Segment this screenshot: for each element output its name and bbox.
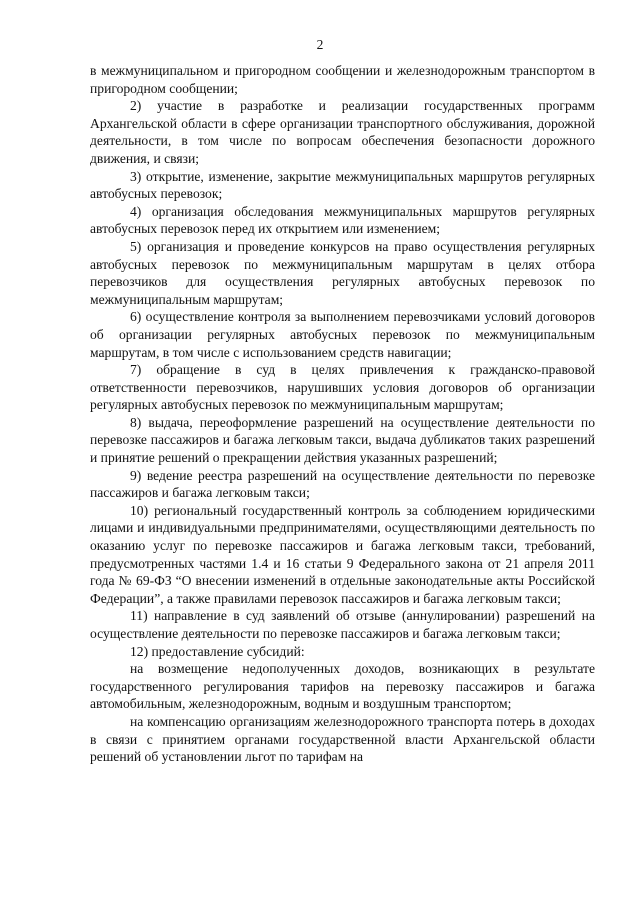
paragraph-item-5: 5) организация и проведение конкурсов на право осуществления регулярных автобусных перевозок по межмуниципальным маршрутам в целях отбора перевозчиков для осуществления регулярных автобусных перевозок по межмуниципальным маршрутам; bbox=[90, 238, 595, 307]
paragraph-item-2: 2) участие в разработке и реализации государственных программ Архангельской области в сфере организации транспортного обслуживания, дорожной деятельности, в том числе по вопросам обеспечения безопасности дорожного движения, и связи; bbox=[90, 98, 595, 166]
paragraph-item-12: 12) предоставление субсидий: bbox=[130, 643, 305, 659]
paragraph-subsidy-2: на компенсацию организациям железнодорожного транспорта потерь в доходах в связи с принятием органами государственной власти Архангельской области решений об установлении льгот по тарифам на bbox=[90, 713, 595, 765]
paragraph-item-10: 10) региональный государственный контроль за соблюдением юридическими лицами и индивидуальными предпринимателями, осуществляющими деятельность по оказанию услуг по перевозке пассажиров и багажа легковым такси, требований, предусмотренных частями 1.4 и 16 статьи 9 Федерального закона от 21 апреля 2011 года № 69-ФЗ “О внесении изменений в отдельные законодательные акты Российской Федерации”, а также правилами перевозок пассажиров и багажа легковым такси; bbox=[90, 502, 595, 606]
paragraph-item-6: 6) осуществление контроля за выполнением перевозчиками условий договоров об организации регулярных автобусных перевозок по межмуниципальным маршрутам, в том числе с использованием средств навигации; bbox=[90, 309, 595, 360]
paragraph-continuation: в межмуниципальном и пригородном сообщении и железнодорожным транспортом в пригородном сообщении; bbox=[90, 63, 595, 96]
document-body bbox=[90, 62, 595, 766]
paragraph-item-11: 11) направление в суд заявлений об отзыве (аннулировании) разрешений на осуществление деятельности по перевозке пассажиров и багажа легковым такси; bbox=[90, 608, 595, 641]
paragraph-item-4: 4) организация обследования межмуниципальных маршрутов регулярных автобусных перевозок перед их открытием или изменением; bbox=[90, 203, 595, 237]
paragraph-subsidy-1: на возмещение недополученных доходов, возникающих в результате государственного регулирования тарифов на перевозку пассажиров и багажа автомобильным, железнодорожным, водным и воздушным транспортом; bbox=[90, 661, 595, 712]
paragraph-item-7: 7) обращение в суд в целях привлечения к гражданско-правовой ответственности перевозчиков, нарушивших условия договоров об организации регулярных автобусных перевозок по межмуниципальным маршрутам; bbox=[90, 362, 595, 413]
paragraph-item-8: 8) выдача, переоформление разрешений на осуществление деятельности по перевозке пассажиров и багажа легковым такси, выдача дубликатов таких разрешений и принятие решений о прекращении действия указанных разрешений; bbox=[90, 414, 595, 466]
page-number: 2 bbox=[316, 37, 324, 52]
paragraph-item-9: 9) ведение реестра разрешений на осуществление деятельности по перевозке пассажиров и багажа легковым такси; bbox=[90, 467, 595, 501]
paragraph-item-3: 3) открытие, изменение, закрытие межмуниципальных маршрутов регулярных автобусных перевозок; bbox=[90, 168, 595, 202]
